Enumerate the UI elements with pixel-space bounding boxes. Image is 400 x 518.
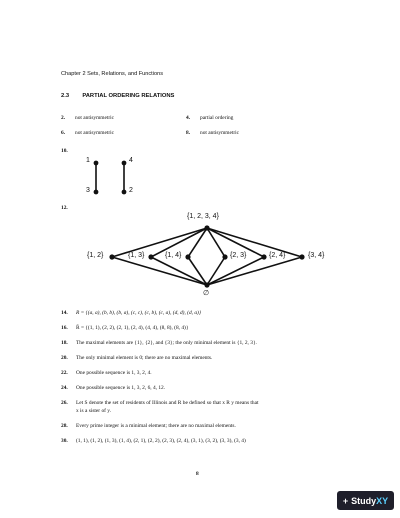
answer-2: 2. not antisymmetric — [61, 115, 115, 121]
studyxy-logo[interactable] — [337, 491, 394, 510]
brand-accent: XY — [376, 495, 389, 506]
answer-6: 6. not antisymmetric — [61, 130, 115, 136]
label-12set: {1, 2} — [87, 252, 104, 259]
node-34 — [299, 254, 304, 259]
answer-26-line2: x is a sister of y. — [76, 408, 111, 414]
label-23set: {2, 3} — [230, 252, 247, 259]
label-empty: ∅ — [203, 290, 210, 297]
answer-26: 26. Let S denote the set of residents of Illinois and R be defined so that x R y means that — [61, 400, 259, 406]
answer-22: 22. One possible sequence is 1, 3, 2, 4. — [61, 370, 152, 376]
node-13 — [148, 254, 153, 259]
answer-28: 28. Every prime integer is a minimal element; there are no maximal elements. — [61, 423, 236, 429]
node-label-2: 2 — [129, 187, 133, 194]
answer-8: 8. not antisymmetric — [186, 130, 240, 136]
label-top: {1, 2, 3, 4} — [187, 213, 219, 220]
node-label-4: 4 — [129, 157, 133, 164]
label-10: 10. — [61, 148, 68, 154]
brand-name: Study — [351, 495, 377, 506]
answer-16: 16. R̄ = {(1, 1), (2, 2), (2, 1), (2, 4), (4, 4), (8, 8), (8, 4)} — [61, 325, 189, 331]
label-24set: {2, 4} — [269, 252, 286, 259]
answer-4: 4. partial ordering — [186, 115, 234, 121]
answer-24: 24. One possible sequence is 1, 3, 2, 6, 4, 12. — [61, 385, 166, 391]
answer-30: 30. (1, 1), (1, 2), (1, 3), (1, 4), (2, 1), (2, 2), (2, 3), (2, 4), (3, 1), (3, 2), (3, 3), (3, 4) — [61, 438, 246, 444]
node-14 — [185, 254, 190, 259]
label-34set: {3, 4} — [308, 252, 325, 259]
node-23 — [222, 254, 227, 259]
answer-20: 20. The only minimal element is 0; there are no maximal elements. — [61, 355, 213, 361]
label-12: 12. — [61, 205, 68, 211]
section-name: PARTIAL ORDERING RELATIONS — [82, 93, 175, 99]
page-number: 8 — [196, 471, 199, 477]
label-14set: {1, 4} — [165, 252, 182, 259]
node-top — [204, 225, 209, 230]
node-label-3: 3 — [86, 187, 90, 194]
plus-icon: + — [342, 495, 349, 506]
label-13set: {1, 3} — [128, 252, 145, 259]
answer-18: 18. The maximal elements are {1}, {2}, and {3}; the only minimal element is {1, 2, 3}. — [61, 340, 257, 346]
answer-14: 14. R = {(a, a), (b, b), (b, a), (c, c), (c, b), (c, a), (d, d), (d, a)} — [61, 310, 202, 316]
node-12 — [109, 254, 114, 259]
node-empty — [204, 282, 209, 287]
node-24 — [261, 254, 266, 259]
section-number: 2.3 — [61, 93, 70, 99]
node-label-1: 1 — [86, 157, 90, 164]
running-header: Chapter 2 Sets, Relations, and Functions — [61, 71, 163, 77]
